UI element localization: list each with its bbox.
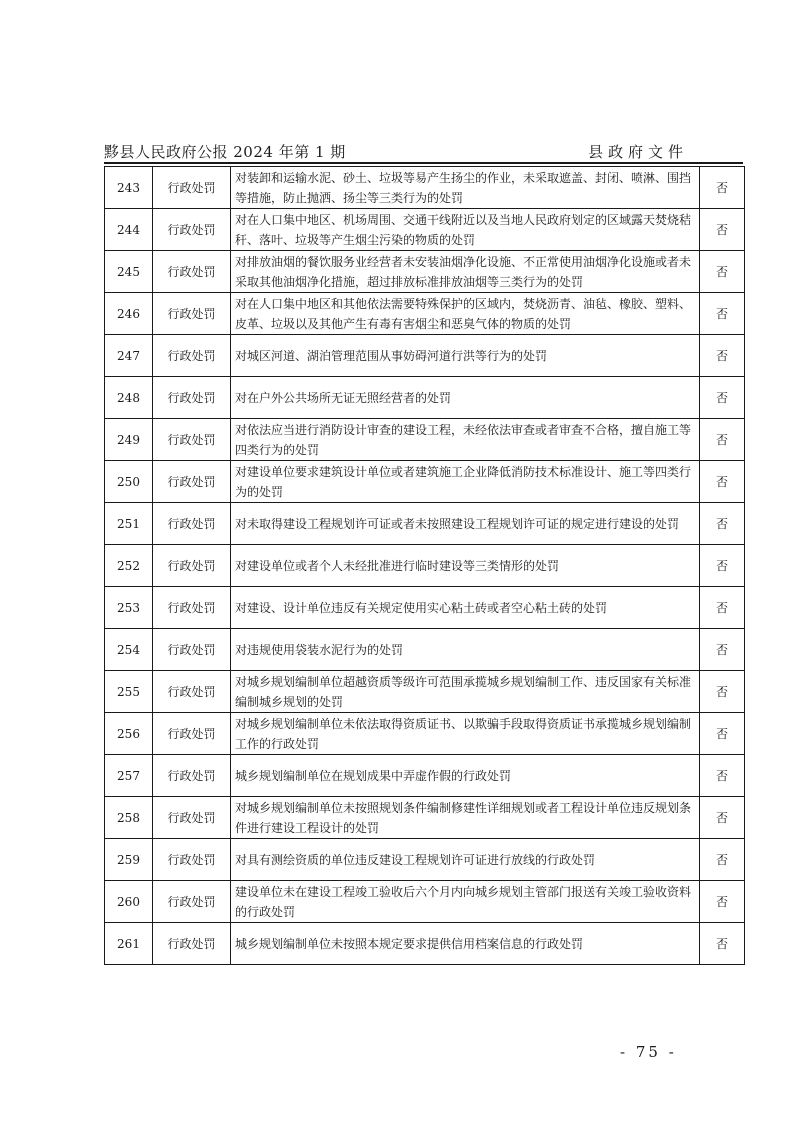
item-number: 251: [105, 503, 153, 545]
item-flag: 否: [700, 167, 745, 209]
item-number: 260: [105, 881, 153, 923]
item-description: 对建设、设计单位违反有关规定使用实心粘土砖或者空心粘土砖的处罚: [231, 587, 700, 629]
item-flag: 否: [700, 755, 745, 797]
item-type: 行政处罚: [153, 167, 231, 209]
item-description: 城乡规划编制单位在规划成果中弄虚作假的行政处罚: [231, 755, 700, 797]
item-description: 对具有测绘资质的单位违反建设工程规划许可证进行放线的行政处罚: [231, 839, 700, 881]
item-description: 对城乡规划编制单位未按照规划条件编制修建性详细规划或者工程设计单位违反规划条件进行建设工程设计的处罚: [231, 797, 700, 839]
item-description: 对城乡规划编制单位超越资质等级许可范围承揽城乡规划编制工作、违反国家有关标准编制城乡规划的处罚: [231, 671, 700, 713]
item-number: 248: [105, 377, 153, 419]
table-row: [105, 461, 745, 503]
table-row: [105, 671, 745, 713]
item-number: 243: [105, 167, 153, 209]
header-rule: [104, 162, 743, 164]
item-number: 249: [105, 419, 153, 461]
item-number: 258: [105, 797, 153, 839]
item-type: 行政处罚: [153, 881, 231, 923]
item-flag: 否: [700, 503, 745, 545]
table-row: [105, 545, 745, 587]
item-description: 对建设单位或者个人未经批准进行临时建设等三类情形的处罚: [231, 545, 700, 587]
item-type: 行政处罚: [153, 293, 231, 335]
item-description: 对城乡规划编制单位未依法取得资质证书、以欺骗手段取得资质证书承揽城乡规划编制工作的行政处罚: [231, 713, 700, 755]
item-flag: 否: [700, 377, 745, 419]
item-number: 247: [105, 335, 153, 377]
item-number: 245: [105, 251, 153, 293]
item-type: 行政处罚: [153, 797, 231, 839]
item-number: 252: [105, 545, 153, 587]
item-type: 行政处罚: [153, 755, 231, 797]
item-number: 257: [105, 755, 153, 797]
item-flag: 否: [700, 671, 745, 713]
item-description: 对在户外公共场所无证无照经营者的处罚: [231, 377, 700, 419]
table-row: [105, 251, 745, 293]
publication-title: 黟县人民政府公报 2024 年第 1 期: [104, 143, 346, 161]
table-row: [105, 755, 745, 797]
item-number: 255: [105, 671, 153, 713]
item-flag: 否: [700, 881, 745, 923]
table-row: [105, 587, 745, 629]
item-description: 对排放油烟的餐饮服务业经营者未安装油烟净化设施、不正常使用油烟净化设施或者未采取其他油烟净化措施，超过排放标准排放油烟等三类行为的处罚: [231, 251, 700, 293]
item-description: 城乡规划编制单位未按照本规定要求提供信用档案信息的行政处罚: [231, 923, 700, 965]
table-row: [105, 377, 745, 419]
item-description: 对建设单位要求建筑设计单位或者建筑施工企业降低消防技术标准设计、施工等四类行为的处罚: [231, 461, 700, 503]
item-flag: 否: [700, 713, 745, 755]
item-description: 对违规使用袋装水泥行为的处罚: [231, 629, 700, 671]
item-type: 行政处罚: [153, 503, 231, 545]
table-row: [105, 209, 745, 251]
item-flag: 否: [700, 293, 745, 335]
section-title: 县政府文件: [587, 143, 688, 161]
item-number: 253: [105, 587, 153, 629]
table-row: [105, 335, 745, 377]
table-body: [105, 167, 745, 965]
item-flag: 否: [700, 419, 745, 461]
page-number: - 75 -: [620, 1043, 677, 1061]
item-number: 261: [105, 923, 153, 965]
item-number: 259: [105, 839, 153, 881]
item-type: 行政处罚: [153, 419, 231, 461]
running-header: [104, 141, 688, 163]
item-type: 行政处罚: [153, 335, 231, 377]
item-description: 对装卸和运输水泥、砂土、垃圾等易产生扬尘的作业，未采取遮盖、封闭、喷淋、围挡等措施，防止抛洒、扬尘等三类行为的处罚: [231, 167, 700, 209]
table-row: [105, 839, 745, 881]
item-type: 行政处罚: [153, 713, 231, 755]
item-flag: 否: [700, 209, 745, 251]
item-type: 行政处罚: [153, 671, 231, 713]
item-number: 256: [105, 713, 153, 755]
item-type: 行政处罚: [153, 209, 231, 251]
table-row: [105, 629, 745, 671]
table-row: [105, 797, 745, 839]
table-row: [105, 419, 745, 461]
item-flag: 否: [700, 335, 745, 377]
table-row: [105, 713, 745, 755]
item-number: 254: [105, 629, 153, 671]
table-row: [105, 167, 745, 209]
item-type: 行政处罚: [153, 923, 231, 965]
item-flag: 否: [700, 629, 745, 671]
item-flag: 否: [700, 545, 745, 587]
item-flag: 否: [700, 251, 745, 293]
table-row: [105, 293, 745, 335]
item-description: 对城区河道、湖泊管理范围从事妨碍河道行洪等行为的处罚: [231, 335, 700, 377]
item-flag: 否: [700, 461, 745, 503]
table-row: [105, 923, 745, 965]
item-description: 对未取得建设工程规划许可证或者未按照建设工程规划许可证的规定进行建设的处罚: [231, 503, 700, 545]
item-flag: 否: [700, 587, 745, 629]
item-type: 行政处罚: [153, 251, 231, 293]
item-type: 行政处罚: [153, 545, 231, 587]
item-type: 行政处罚: [153, 629, 231, 671]
item-description: 对在人口集中地区、机场周围、交通干线附近以及当地人民政府划定的区域露天焚烧秸秆、落叶、垃圾等产生烟尘污染的物质的处罚: [231, 209, 700, 251]
item-type: 行政处罚: [153, 461, 231, 503]
item-description: 对在人口集中地区和其他依法需要特殊保护的区域内，焚烧沥青、油毡、橡胶、塑料、皮革、垃圾以及其他产生有毒有害烟尘和恶臭气体的物质的处罚: [231, 293, 700, 335]
item-flag: 否: [700, 839, 745, 881]
item-number: 250: [105, 461, 153, 503]
table-row: [105, 503, 745, 545]
item-flag: 否: [700, 797, 745, 839]
item-type: 行政处罚: [153, 839, 231, 881]
item-number: 244: [105, 209, 153, 251]
table-row: [105, 881, 745, 923]
penalty-items-table: [104, 166, 745, 965]
item-description: 对依法应当进行消防设计审查的建设工程，未经依法审查或者审查不合格，擅自施工等四类行为的处罚: [231, 419, 700, 461]
item-flag: 否: [700, 923, 745, 965]
item-number: 246: [105, 293, 153, 335]
item-type: 行政处罚: [153, 587, 231, 629]
item-description: 建设单位未在建设工程竣工验收后六个月内向城乡规划主管部门报送有关竣工验收资料的行政处罚: [231, 881, 700, 923]
item-type: 行政处罚: [153, 377, 231, 419]
